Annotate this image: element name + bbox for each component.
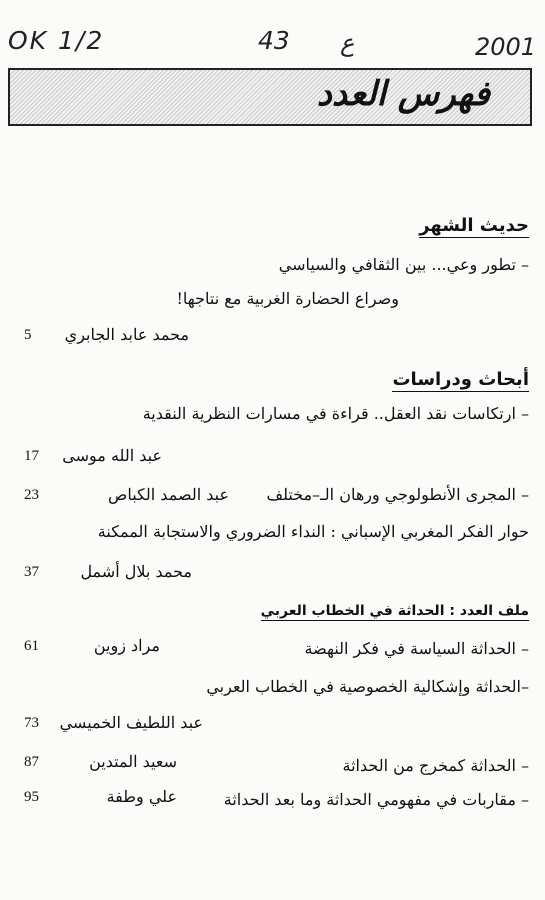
page-title: فهرس العدد — [316, 74, 490, 114]
entry-page-number: 61 — [24, 638, 39, 654]
handwritten-ok-note: OK 1/2 — [8, 26, 105, 55]
entry-author: عبد الله موسى — [62, 446, 162, 465]
section-heading-monthly-talk: حديث الشهر — [419, 215, 529, 236]
section-heading-research: أبحاث ودراسات — [392, 369, 529, 390]
entry-author: عبد اللطيف الخميسي — [59, 713, 203, 732]
handwritten-ain-letter: ع — [340, 29, 355, 57]
entry-page-number: 17 — [24, 448, 39, 464]
entry-title: حوار الفكر المغربي الإسباني : النداء الضروري والاستجابة الممكنة — [97, 522, 529, 541]
entry-title: – تطور وعي... بين الثقافي والسياسي — [278, 255, 529, 274]
entry-author: علي وطفة — [106, 787, 177, 806]
entry-title: – الحداثة كمخرج من الحداثة — [342, 756, 529, 775]
entry-title: – الحداثة السياسة في فكر النهضة — [304, 639, 529, 658]
entry-author: سعيد المتدين — [89, 752, 177, 771]
entry-title: – ارتكاسات نقد العقل.. قراءة في مسارات النظرية النقدية — [142, 404, 529, 423]
entry-author: محمد عابد الجابري — [64, 325, 189, 344]
entry-author: عبد الصمد الكباص — [108, 485, 229, 504]
handwritten-issue-number: 43 — [258, 26, 290, 55]
entry-author: محمد بلال أشمل — [80, 562, 192, 581]
entry-page-number: 37 — [24, 564, 39, 580]
entry-title: – المجرى الأنطولوجي ورهان الـ–مختلف — [266, 485, 529, 504]
entry-page-number: 73 — [24, 715, 39, 731]
entry-page-number: 23 — [24, 487, 39, 503]
entry-title: – مقاربات في مفهومي الحداثة وما بعد الحداثة — [223, 790, 529, 809]
entry-page-number: 87 — [24, 754, 39, 770]
entry-page-number: 5 — [24, 327, 32, 343]
entry-page-number: 95 — [24, 789, 39, 805]
handwritten-year: 2001 — [475, 33, 537, 61]
entry-author: مراد زوين — [93, 636, 160, 655]
entry-title: –الحداثة وإشكالية الخصوصية في الخطاب العربي — [206, 677, 529, 696]
section-heading-issue-file: ملف العدد : الحداثة في الخطاب العربي — [260, 603, 529, 619]
entry-title-continuation: وصراع الحضارة الغربية مع نتاجها! — [176, 289, 399, 308]
title-banner — [8, 68, 532, 126]
